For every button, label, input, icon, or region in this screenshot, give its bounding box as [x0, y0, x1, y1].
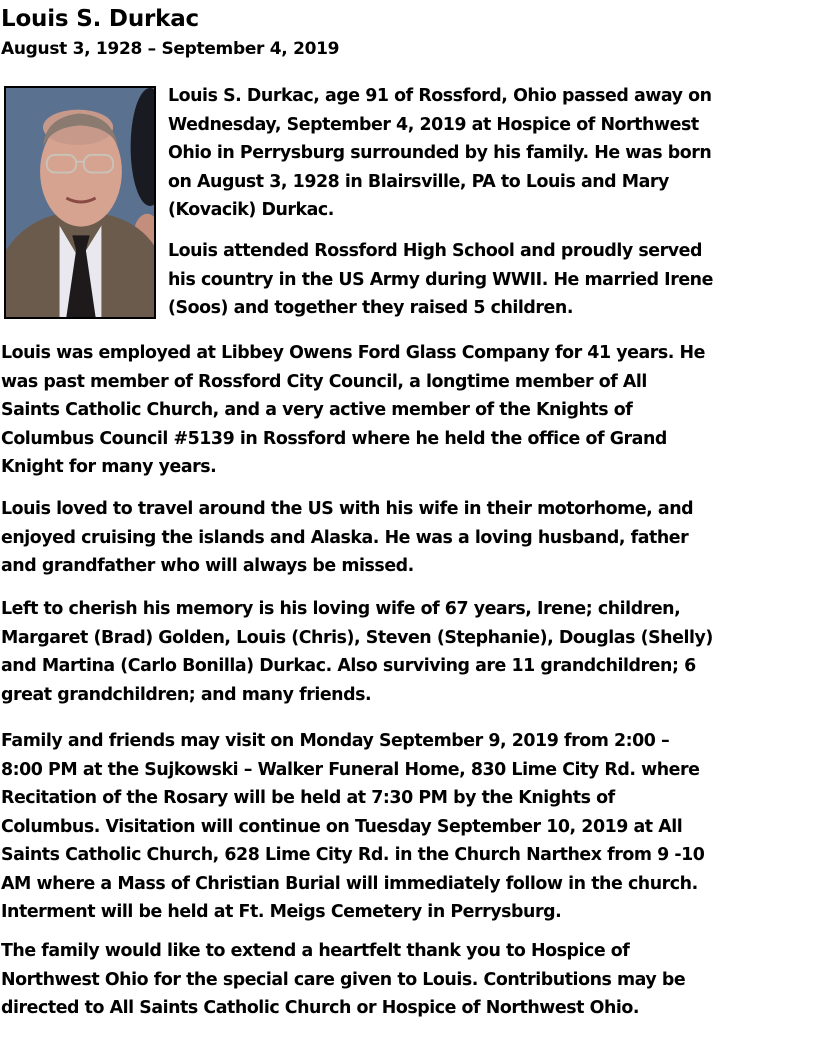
- text-line: Ohio in Perrysburg surrounded by his family. He was born: [168, 143, 712, 163]
- text-line: Interment will be held at Ft. Meigs Cemetery in Perrysburg.: [1, 902, 562, 922]
- text-line: Margaret (Brad) Golden, Louis (Chris), Steven (Stephanie), Douglas (Shelly): [1, 627, 713, 648]
- text-line: Knight for many years.: [1, 457, 217, 477]
- paragraph-survivors: [1, 595, 713, 709]
- text-line: Family and friends may visit on Monday September 9, 2019 from 2:00 –: [1, 731, 670, 751]
- text-line: Louis S. Durkac, age 91 of Rossford, Ohio passed away on: [168, 86, 712, 106]
- text-line: Saints Catholic Church, 628 Lime City Rd. in the Church Narthex from 9 -10: [1, 845, 705, 865]
- text-line: his country in the US Army during WWII. He married Irene: [168, 269, 713, 290]
- text-line: Louis attended Rossford High School and proudly served: [168, 241, 702, 261]
- text-line: Columbus. Visitation will continue on Tuesday September 10, 2019 at All: [1, 816, 683, 837]
- text-line: Saints Catholic Church, and a very active member of the Knights of: [1, 400, 633, 420]
- text-line: directed to All Saints Catholic Church or Hospice of Northwest Ohio.: [1, 998, 640, 1018]
- text-line: Louis loved to travel around the US with his wife in their motorhome, and: [1, 499, 694, 519]
- text-line: was past member of Rossford City Council, a longtime member of All: [1, 371, 647, 392]
- text-line: Columbus Council #5139 in Rossford where he held the office of Grand: [1, 428, 667, 449]
- paragraph-services: [1, 727, 704, 927]
- text-line: (Soos) and together they raised 5 children.: [168, 298, 573, 318]
- text-line: on August 3, 1928 in Blairsville, PA to Louis and Mary: [168, 171, 669, 192]
- text-line: Left to cherish his memory is his loving wife of 67 years, Irene; children,: [1, 599, 681, 619]
- paragraph-career: [1, 339, 705, 482]
- text-line: Recitation of the Rosary will be held at 7:30 PM by the Knights of: [1, 788, 615, 808]
- text-line: AM where a Mass of Christian Burial will immediately follow in the church.: [1, 873, 698, 894]
- paragraph-thanks-contributions: [1, 937, 685, 1023]
- text-line: Wednesday, September 4, 2019 at Hospice of Northwest: [168, 114, 699, 135]
- paragraph-intro: [168, 82, 712, 225]
- text-line: Northwest Ohio for the special care given to Louis. Contributions may be: [1, 969, 686, 990]
- text-line: and grandfather who will always be missed.: [1, 556, 414, 576]
- text-line: enjoyed cruising the islands and Alaska. He was a loving husband, father: [1, 527, 689, 548]
- text-line: great grandchildren; and many friends.: [1, 684, 372, 705]
- text-line: (Kovacik) Durkac.: [168, 200, 334, 220]
- portrait-photo: [4, 86, 156, 319]
- text-line: Louis was employed at Libbey Owens Ford Glass Company for 41 years. He: [1, 343, 705, 363]
- text-line: The family would like to extend a heartfelt thank you to Hospice of: [1, 941, 630, 961]
- text-line: and Martina (Carlo Bonilla) Durkac. Also surviving are 11 grandchildren; 6: [1, 656, 696, 676]
- portrait-photo-icon: [6, 88, 154, 317]
- text-line: 8:00 PM at the Sujkowski – Walker Funeral Home, 830 Lime City Rd. where: [1, 759, 700, 780]
- life-dates: August 3, 1928 – September 4, 2019: [1, 39, 340, 59]
- obituary-name: Louis S. Durkac: [1, 6, 199, 32]
- paragraph-education-service: [168, 237, 713, 323]
- paragraph-travel: [1, 495, 693, 581]
